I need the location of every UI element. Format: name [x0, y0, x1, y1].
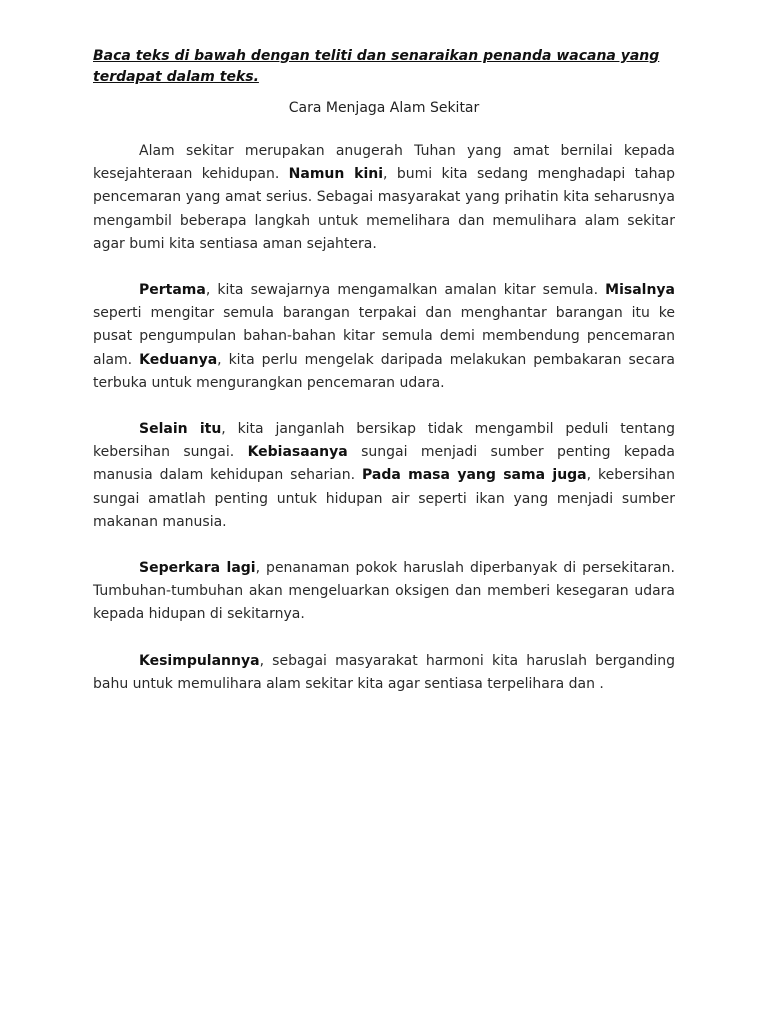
paragraph-trees [93, 557, 675, 627]
instruction-line-2: terdapat dalam teks. [93, 69, 259, 85]
paragraph-text: Alam sekitar merupakan anugerah Tuhan yang amat bernilai kepada kesejahteraan kehidupan. [93, 143, 675, 183]
paragraph-text: , kita perlu mengelak daripada melakukan pembakaran secara terbuka untuk mengurangkan pencemaran udara. [93, 351, 675, 391]
discourse-marker: Seperkara lagi [139, 560, 256, 577]
paragraph-text: , kita sewajarnya mengamalkan amalan kitar semula. [205, 282, 606, 299]
paragraph-text: , sebagai masyarakat harmoni kita haruslah berganding bahu untuk memulihara alam sekitar kita agar sentiasa terpelihara dan . [93, 652, 675, 692]
discourse-marker: Namun kini [288, 166, 384, 183]
paragraph-text: , kebersihan sungai amatlah penting untuk hidupan air seperti ikan yang menjadi sumber makanan manusia. [93, 467, 676, 530]
paragraph-river [93, 418, 675, 534]
discourse-marker: Keduanya [139, 351, 218, 368]
paragraph-introduction [93, 140, 675, 256]
document-title: Cara Menjaga Alam Sekitar [288, 100, 480, 116]
paragraph-recycling [93, 279, 675, 395]
discourse-marker: Kebiasaanya [247, 444, 348, 461]
paragraph-text: , bumi kita sedang menghadapi tahap pencemaran yang amat serius. Sebagai masyarakat yang prihatin kita seharusnya mengambil beberapa langkah untuk memelihara dan memulihara alam sekitar agar bumi kita sentiasa aman sejahtera. [93, 166, 676, 252]
instruction-line-1: Baca teks di bawah dengan teliti dan senaraikan penanda wacana yang [93, 48, 660, 64]
paragraph-text: seperti mengitar semula barangan terpakai dan menghantar barangan itu ke pusat pengumpulan bahan-bahan kitar semula demi membendung pencemaran alam. [93, 305, 675, 368]
discourse-marker: Pertama [139, 282, 206, 299]
paragraph-text: , kita janganlah bersikap tidak mengambil peduli tentang kebersihan sungai. [93, 421, 675, 461]
discourse-marker: Kesimpulannya [139, 652, 260, 669]
discourse-marker: Misalnya [605, 282, 675, 299]
document-page [93, 46, 675, 696]
discourse-marker: Selain itu [139, 421, 222, 438]
discourse-marker: Pada masa yang sama juga [362, 467, 587, 484]
paragraph-text: sungai menjadi sumber penting kepada manusia dalam kehidupan seharian. [93, 444, 675, 484]
paragraph-conclusion [93, 650, 675, 696]
instruction-text [93, 46, 675, 88]
paragraph-text: , penanaman pokok haruslah diperbanyak di persekitaran. Tumbuhan-tumbuhan akan mengeluarkan oksigen dan memberi kesegaran udara kepada hidupan di sekitarnya. [93, 560, 675, 623]
